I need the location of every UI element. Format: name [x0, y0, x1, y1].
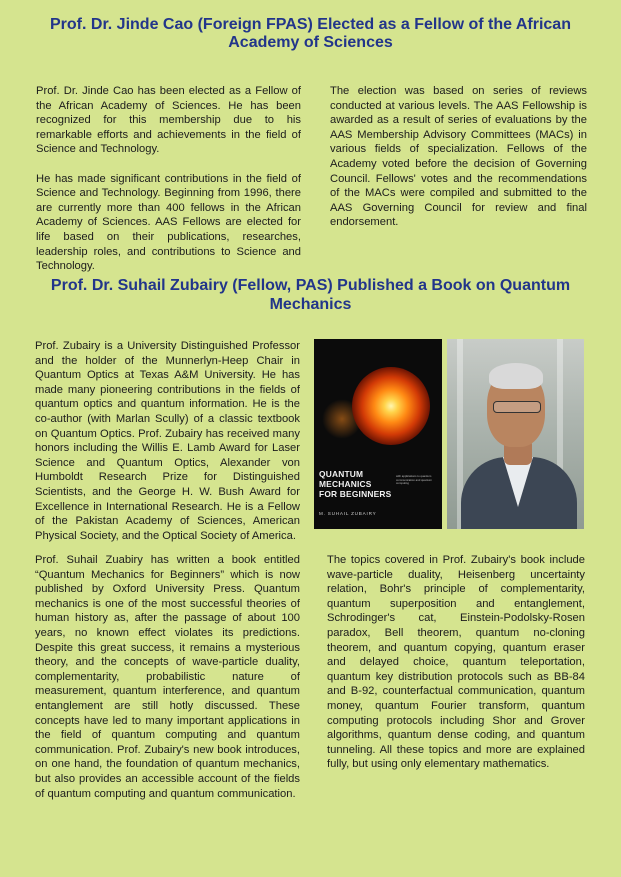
author-portrait-photo	[447, 339, 584, 529]
section1-left-column	[36, 84, 301, 274]
section-heading-jinde-cao: Prof. Dr. Jinde Cao (Foreign FPAS) Elected as a Fellow of the African Academy of Sciences	[50, 16, 571, 51]
section2-left-column	[35, 553, 300, 801]
book-and-author-figure	[314, 339, 584, 529]
book-cover-title: QUANTUM MECHANICS FOR BEGINNERS	[319, 469, 392, 499]
section2-right-column	[327, 553, 585, 772]
light-burst-graphic	[352, 367, 430, 445]
paragraph: The election was based on series of reviews conducted at various levels. The AAS Fellowship is awarded as a result of series of evaluations by the AAS Membership Advisory Committees (MACs) in various fields of specialization. Fellows of the Academy voted before the decision of Governing Council. Fellows' votes and the recommendations of the MACs were compiled and submitted to the AAS Governing Council for review and final endorsement.	[330, 85, 587, 229]
paragraph: He has made significant contributions in the field of Science and Technology. Beginning from 1996, there are currently more than 400 fellows in the African Academy of Sciences. AAS Fellows are elected for life based on their publications, researches, leadership roles, and contributions to Science and Technology.	[36, 172, 301, 273]
paragraph: Prof. Suhail Zuabiry has written a book entitled “Quantum Mechanics for Beginners” which is now published by Oxford University Press. Quantum mechanics is one of the most successful theories of human history as, after the passage of about 100 years, no known effect violates its predictions. Despite this great success, it remains a mysterious theory, and the concepts of wave-particle duality, complementarity, probabilistic nature of measurement, quantum interference, and quantum entanglement are still hotly discussed. These concepts have led to many important applications in the field of quantum computing and quantum communication. Prof. Zubairy's new book introduces, on one hand, the foundation of quantum mechanics, but also provides an accessible account of the fields of quantum computing and quantum communication.	[35, 554, 300, 800]
glasses-graphic	[493, 401, 541, 413]
section2-intro-column	[35, 339, 300, 543]
paragraph: The topics covered in Prof. Zubairy's book include wave-particle duality, Heisenberg uncertainty relation, Bohr's principle of complementarity, quantum superposition and entanglement, Schrodinger's cat, Einstein-Podolsky-Rosen paradox, Bell theorem, quantum no-cloning theorem, and quantum copying, quantum eraser and delayed choice, quantum teleportation, quantum key distribution protocols such as BB-84 and B-92, counterfactual communication, quantum money, quantum Fourier transform, quantum computing protocols including Shor and Grover algorithms, quantum dense coding, and quantum tunneling. All these topics and more are explained fully, but using only elementary mathematics.	[327, 554, 585, 771]
book-cover-subtitle: with applications to quantum communication and quantum computing	[396, 474, 432, 486]
paragraph: Prof. Zubairy is a University Distinguished Professor and the holder of the Munnerlyn-Heep Chair in Quantum Optics at Texas A&M University. He has made many pioneering contributions in the fields of quantum optics and quantum information. He is the co-author (with Marlan Scully) of a classic textbook on Quantum Optics. Prof. Zubairy has received many honors including the Willis E. Lamb Award for Laser Science and Quantum Optics, Alexander von Humboldt Research Prize for Distinguished Scientists, and the George H. W. Bush Award for Excellence in International Research. He is a Fellow of the Pakistan Academy of Sciences, American Physical Society, and the Optical Society of America.	[35, 340, 300, 542]
section1-right-column	[330, 84, 587, 230]
book-cover-image	[314, 339, 442, 529]
paragraph: Prof. Dr. Jinde Cao has been elected as a Fellow of the African Academy of Sciences. He has been recognized for this membership due to his remarkable efforts and achievements in the field of Science and Technology.	[36, 85, 301, 156]
book-cover-author: M. SUHAIL ZUBAIRY	[319, 511, 377, 516]
section-heading-suhail-zubairy: Prof. Dr. Suhail Zubairy (Fellow, PAS) Published a Book on Quantum Mechanics	[50, 277, 571, 313]
